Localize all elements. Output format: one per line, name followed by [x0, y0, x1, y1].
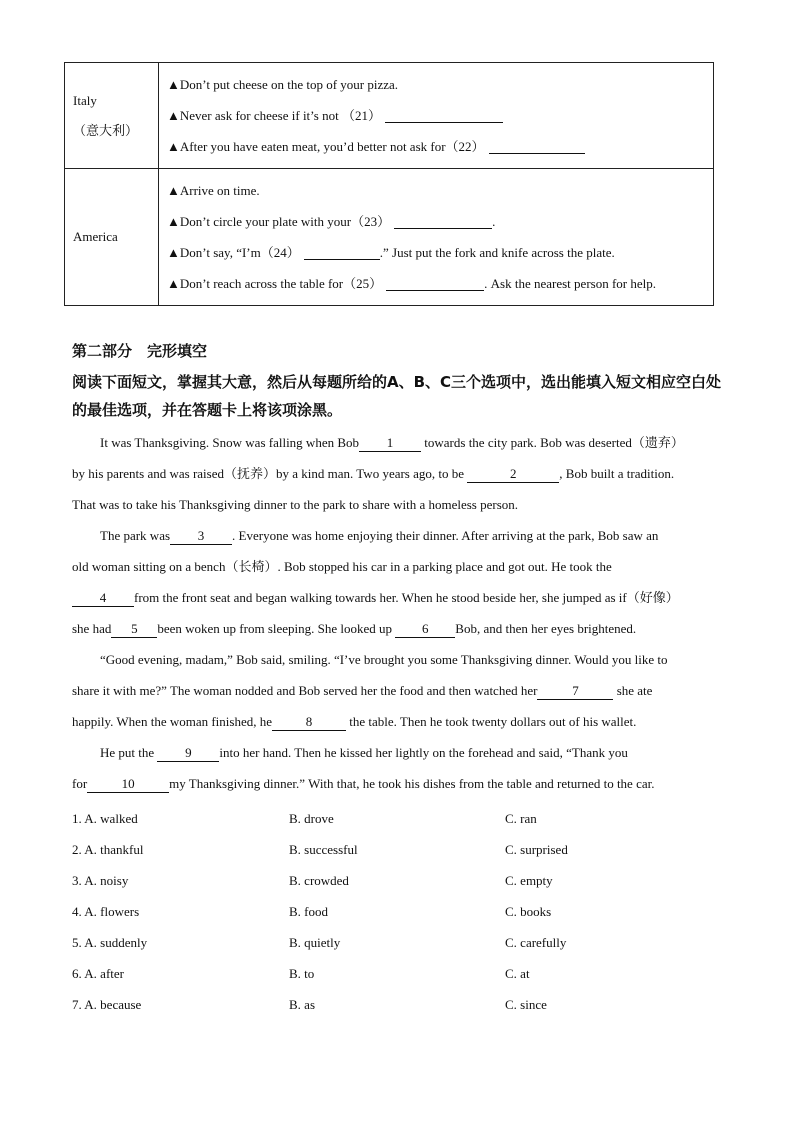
option-a: 5. A. suddenly: [72, 935, 148, 950]
cloze-blank: 6: [395, 621, 455, 638]
option-b: B. food: [289, 904, 328, 919]
option-c: C. surprised: [505, 842, 568, 857]
passage-line: It was Thanksgiving. Snow was falling when Bob 1 towards the city park. Bob was deserted（遗弃）: [100, 435, 684, 450]
answer-blank: [386, 276, 484, 291]
passage-line: for 10 my Thanksgiving dinner.” With that, he took his dishes from the table and returned to the car.: [72, 776, 655, 791]
option-row: [72, 803, 722, 834]
option-a: 4. A. flowers: [72, 904, 140, 919]
option-c: C. empty: [505, 873, 553, 888]
etiquette-table: [64, 62, 714, 306]
passage-line: by his parents and was raised（抚养）by a kind man. Two years ago, to be 2 , Bob built a tradition.: [72, 466, 675, 481]
option-b: B. quietly: [289, 935, 341, 950]
rule-item: ▲Don’t say, “I’m（24） .” Just put the fork and knife across the plate.: [167, 245, 615, 260]
country-cell: [65, 63, 159, 169]
answer-blank: [489, 139, 585, 154]
rules-cell: [159, 169, 714, 306]
option-row: [72, 989, 722, 1020]
option-row: [72, 958, 722, 989]
passage-line: old woman sitting on a bench（长椅）. Bob stopped his car in a parking place and got out. He took the: [72, 559, 612, 574]
rule-item: ▲After you have eaten meat, you’d better not ask for（22）: [167, 131, 713, 162]
passage-line: That was to take his Thanksgiving dinner to the park to share with a homeless person.: [72, 497, 518, 512]
option-b: B. to: [289, 966, 315, 981]
option-c: C. since: [505, 997, 547, 1012]
passage-line: she had 5 been woken up from sleeping. She looked up 6 Bob, and then her eyes brightened.: [72, 621, 637, 636]
country-cell: [65, 169, 159, 306]
answer-options: [72, 803, 722, 1020]
country-name-cn: （意大利）: [73, 122, 139, 138]
option-row: [72, 896, 722, 927]
country-name: America: [73, 229, 118, 244]
cloze-blank: 9: [157, 745, 219, 762]
passage-line: share it with me?” The woman nodded and Bob served her the food and then watched her 7 she ate: [72, 683, 653, 698]
answer-blank: [394, 214, 492, 229]
cloze-blank: 7: [537, 683, 613, 700]
option-c: C. at: [505, 966, 530, 981]
section-title: 第二部分 完形填空: [72, 342, 208, 360]
rules-cell: [159, 63, 714, 169]
cloze-blank: 8: [272, 714, 346, 731]
section-instruction: 阅读下面短文，掌握其大意，然后从每题所给的A、B、C三个选项中，选出能填入短文相应空白处的最佳选项，并在答题卡上将该项涂黑。: [72, 373, 722, 419]
option-c: C. carefully: [505, 935, 567, 950]
option-a: 3. A. noisy: [72, 873, 129, 888]
rule-item: ▲Don’t put cheese on the top of your pizza.: [167, 77, 399, 92]
rule-item: ▲Arrive on time.: [167, 183, 260, 198]
cloze-blank: 2: [467, 466, 559, 483]
option-row: [72, 927, 722, 958]
option-a: 1. A. walked: [72, 811, 138, 826]
answer-blank: [304, 245, 380, 260]
passage-line: “Good evening, madam,” Bob said, smiling. “I’ve brought you some Thanksgiving dinner. Would you like to: [100, 652, 668, 667]
option-a: 7. A. because: [72, 997, 142, 1012]
passage-line: happily. When the woman finished, he 8 the table. Then he took twenty dollars out of his wallet.: [72, 714, 637, 729]
passage-line: 4 from the front seat and began walking towards her. When he stood beside her, she jumped as if（好像）: [72, 582, 722, 613]
option-b: B. drove: [289, 811, 334, 826]
option-row: [72, 865, 722, 896]
cloze-blank: 4: [72, 590, 134, 607]
option-c: C. ran: [505, 811, 537, 826]
option-b: B. as: [289, 997, 315, 1012]
passage-line: He put the 9 into her hand. Then he kissed her lightly on the forehead and said, “Thank you: [100, 745, 628, 760]
rule-item: ▲Don’t reach across the table for（25） . Ask the nearest person for help.: [167, 276, 656, 291]
option-c: C. books: [505, 904, 552, 919]
cloze-blank: 10: [87, 776, 169, 793]
rule-item: ▲Don’t circle your plate with your（23） .: [167, 214, 496, 229]
option-a: 6. A. after: [72, 966, 124, 981]
answer-blank: [385, 108, 503, 123]
cloze-blank: 3: [170, 528, 232, 545]
option-b: B. crowded: [289, 873, 349, 888]
option-row: [72, 834, 722, 865]
cloze-blank: 1: [359, 435, 421, 452]
passage-line: The park was 3 . Everyone was home enjoying their dinner. After arriving at the park, Bob saw an: [100, 528, 659, 543]
cloze-passage: [72, 427, 722, 799]
option-a: 2. A. thankful: [72, 842, 144, 857]
cloze-blank: 5: [111, 621, 157, 638]
table-row: [65, 169, 714, 306]
country-name: Italy: [73, 92, 97, 108]
table-row: [65, 63, 714, 169]
option-b: B. successful: [289, 842, 358, 857]
rule-item: ▲Never ask for cheese if it’s not （21）: [167, 100, 713, 131]
